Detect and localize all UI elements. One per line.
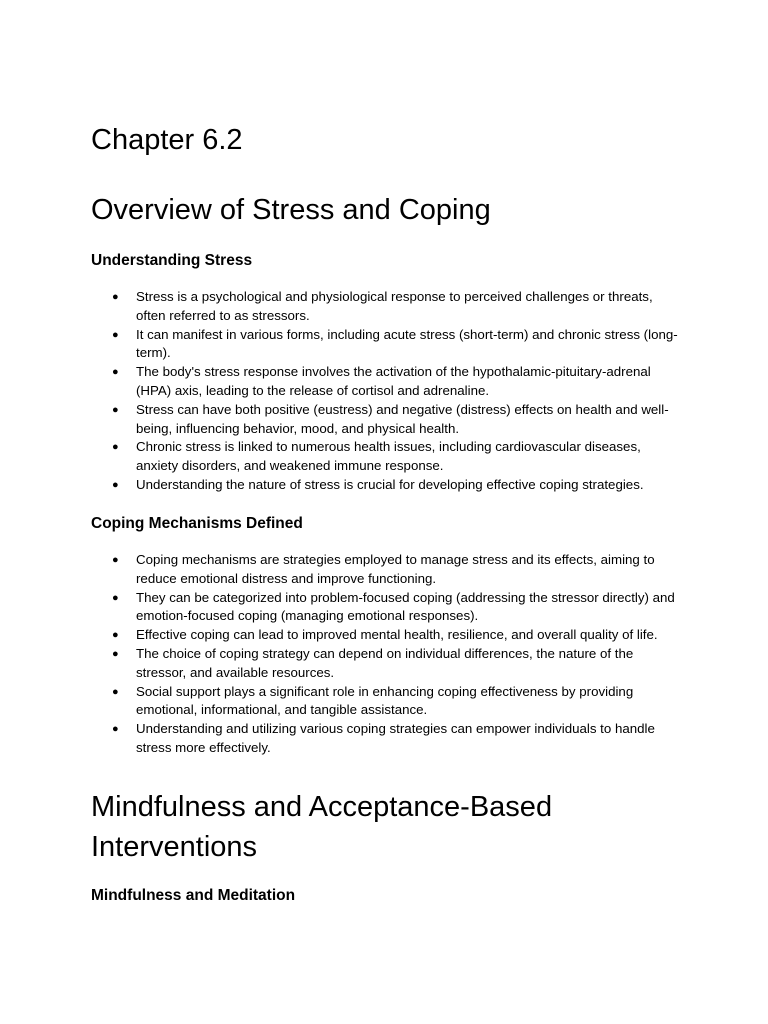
bullet-list-understanding-stress xyxy=(112,288,682,495)
bullet-icon: ● xyxy=(112,403,119,416)
list-item xyxy=(112,626,682,645)
list-item xyxy=(112,363,682,401)
list-item xyxy=(112,683,682,721)
list-item xyxy=(112,476,682,495)
list-item xyxy=(112,551,682,589)
bullet-icon: ● xyxy=(112,554,119,566)
bullet-icon: ● xyxy=(112,629,119,642)
bullet-icon: ● xyxy=(112,647,119,660)
list-item-text: Coping mechanisms are strategies employed to manage stress and its effects, aiming to reduce emotional distress and improve functioning. xyxy=(136,552,655,586)
list-item xyxy=(112,589,682,627)
list-item-text: They can be categorized into problem-focused coping (addressing the stressor directly) and emotion-focused coping (managing emotional responses). xyxy=(136,589,675,624)
chapter-title: Chapter 6.2 xyxy=(91,124,243,156)
bullet-icon: ● xyxy=(112,291,119,303)
list-item-text: The body's stress response involves the activation of the hypothalamic-pituitary-adrenal (HPA) axis, leading to the release of cortisol and adrenaline. xyxy=(136,364,651,398)
section-title-mindfulness: Mindfulness and Acceptance-Based Interventions xyxy=(91,791,553,863)
bullet-icon: ● xyxy=(112,591,119,604)
list-item-text: Understanding the nature of stress is crucial for developing effective coping strategies. xyxy=(136,476,644,492)
list-item-text: Stress is a psychological and physiological response to perceived challenges or threats, often referred to as stressors. xyxy=(136,289,653,323)
list-item xyxy=(112,401,682,439)
list-item-text: Effective coping can lead to improved mental health, resilience, and overall quality of life. xyxy=(136,627,658,643)
list-item-text: Stress can have both positive (eustress) and negative (distress) effects on health and well-being, influencing behavior, mood, and physical health. xyxy=(136,401,669,436)
list-item xyxy=(112,720,682,758)
list-item-text: Social support plays a significant role in enhancing coping effectiveness by providing emotional, informational, and tangible assistance. xyxy=(136,683,634,718)
bullet-icon: ● xyxy=(112,723,119,736)
list-item xyxy=(112,645,682,683)
subsection-title-coping-mechanisms: Coping Mechanisms Defined xyxy=(91,515,303,532)
bullet-icon: ● xyxy=(112,328,119,341)
subsection-title-understanding-stress: Understanding Stress xyxy=(91,252,253,269)
bullet-list-coping-mechanisms xyxy=(112,551,682,758)
bullet-icon: ● xyxy=(112,685,119,698)
bullet-icon: ● xyxy=(112,366,119,379)
list-item xyxy=(112,326,682,364)
list-item xyxy=(112,288,682,326)
list-item-text: The choice of coping strategy can depend on individual differences, the nature of the stressor, and available resources. xyxy=(136,645,634,680)
subsection-title-mindfulness-meditation: Mindfulness and Meditation xyxy=(91,887,296,904)
list-item-text: It can manifest in various forms, including acute stress (short-term) and chronic stress (long-term). xyxy=(136,326,678,361)
bullet-icon: ● xyxy=(112,441,119,454)
list-item-text: Chronic stress is linked to numerous health issues, including cardiovascular diseases, anxiety disorders, and weakened immune response. xyxy=(136,439,641,474)
list-item-text: Understanding and utilizing various coping strategies can empower individuals to handle stress more effectively. xyxy=(136,721,655,755)
section-title-overview: Overview of Stress and Coping xyxy=(91,194,491,226)
list-item xyxy=(112,438,682,476)
bullet-icon: ● xyxy=(112,478,119,491)
